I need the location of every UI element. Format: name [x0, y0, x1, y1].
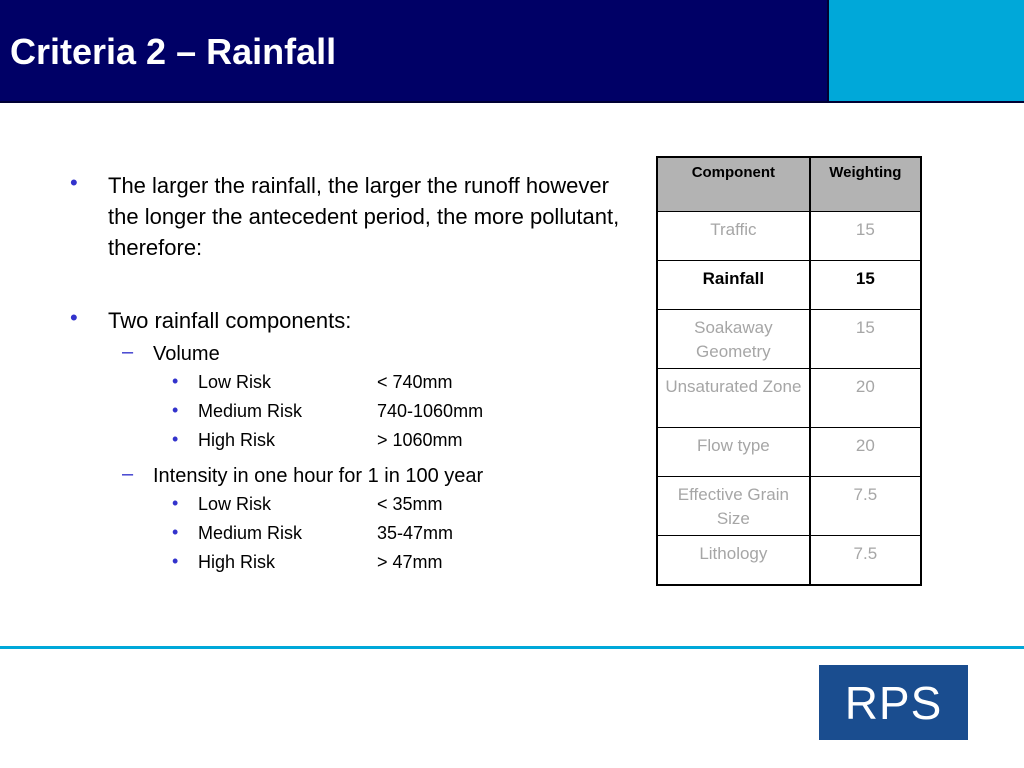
logo-text: RPS [844, 676, 943, 729]
risk-item [70, 490, 630, 519]
table-row [657, 428, 921, 477]
dash-bullet-icon: – [122, 341, 134, 363]
dash-bullet-icon: – [122, 463, 134, 485]
risk-value: > 47mm [377, 552, 443, 572]
risk-value: < 35mm [377, 494, 443, 514]
risk-value: 35-47mm [377, 523, 454, 543]
bullet-list [70, 170, 630, 577]
risk-item [70, 397, 630, 426]
risk-label: Low Risk [198, 372, 272, 392]
risk-value: 740-1060mm [377, 401, 484, 421]
component-cell: Soakaway Geometry [657, 310, 810, 369]
component-cell: Unsaturated Zone [657, 369, 810, 428]
sub-bullet-text: Intensity in one hour for 1 in 100 year [153, 465, 484, 487]
weighting-cell: 20 [810, 369, 921, 428]
risk-label: High Risk [198, 552, 276, 572]
component-cell: Flow type [657, 428, 810, 477]
bullet-dot-icon: • [172, 522, 179, 542]
bullet-text: The larger the rainfall, the larger the runoff however the longer the antecedent period, the more pollutant, therefore: [108, 173, 620, 260]
sub-bullet-text: Volume [153, 343, 220, 365]
risk-label: Medium Risk [198, 523, 303, 543]
sub-bullet-volume [70, 340, 630, 368]
risk-item [70, 548, 630, 577]
bullet-item-runoff [70, 170, 630, 263]
table-row-highlighted [657, 261, 921, 310]
weighting-cell: 15 [810, 212, 921, 261]
slide-title: Criteria 2 – Rainfall [10, 31, 337, 72]
weighting-cell: 15 [810, 261, 921, 310]
risk-label: High Risk [198, 430, 276, 450]
bullet-dot-icon: • [70, 305, 78, 330]
footer-rule [0, 646, 1024, 649]
component-cell: Effective Grain Size [657, 477, 810, 536]
rps-logo [819, 665, 968, 740]
risk-item [70, 368, 630, 397]
sub-bullet-intensity [70, 462, 630, 490]
component-cell: Traffic [657, 212, 810, 261]
weighting-cell: 7.5 [810, 477, 921, 536]
weighting-cell: 7.5 [810, 536, 921, 586]
table-row [657, 536, 921, 586]
column-header-component: Component [657, 157, 810, 212]
risk-value: < 740mm [377, 372, 453, 392]
column-header-weighting: Weighting [810, 157, 921, 212]
title-bar-accent-block [829, 0, 1024, 103]
risk-label: Medium Risk [198, 401, 303, 421]
component-cell: Lithology [657, 536, 810, 586]
risk-item [70, 426, 630, 455]
bullet-dot-icon: • [172, 493, 179, 513]
bullet-dot-icon: • [172, 400, 179, 420]
table-row [657, 310, 921, 369]
bullet-dot-icon: • [172, 429, 179, 449]
weighting-table [656, 156, 922, 586]
bullet-text: Two rainfall components: [108, 308, 352, 333]
bullet-dot-icon: • [70, 170, 78, 195]
bullet-dot-icon: • [172, 551, 179, 571]
bullet-dot-icon: • [172, 371, 179, 391]
risk-value: > 1060mm [377, 430, 463, 450]
risk-item [70, 519, 630, 548]
title-bar [0, 0, 1024, 103]
table-header-row [657, 157, 921, 212]
risk-label: Low Risk [198, 494, 272, 514]
table-row [657, 369, 921, 428]
table-row [657, 212, 921, 261]
bullet-item-components [70, 305, 630, 336]
weighting-cell: 15 [810, 310, 921, 369]
table-row [657, 477, 921, 536]
weighting-cell: 20 [810, 428, 921, 477]
component-cell: Rainfall [657, 261, 810, 310]
